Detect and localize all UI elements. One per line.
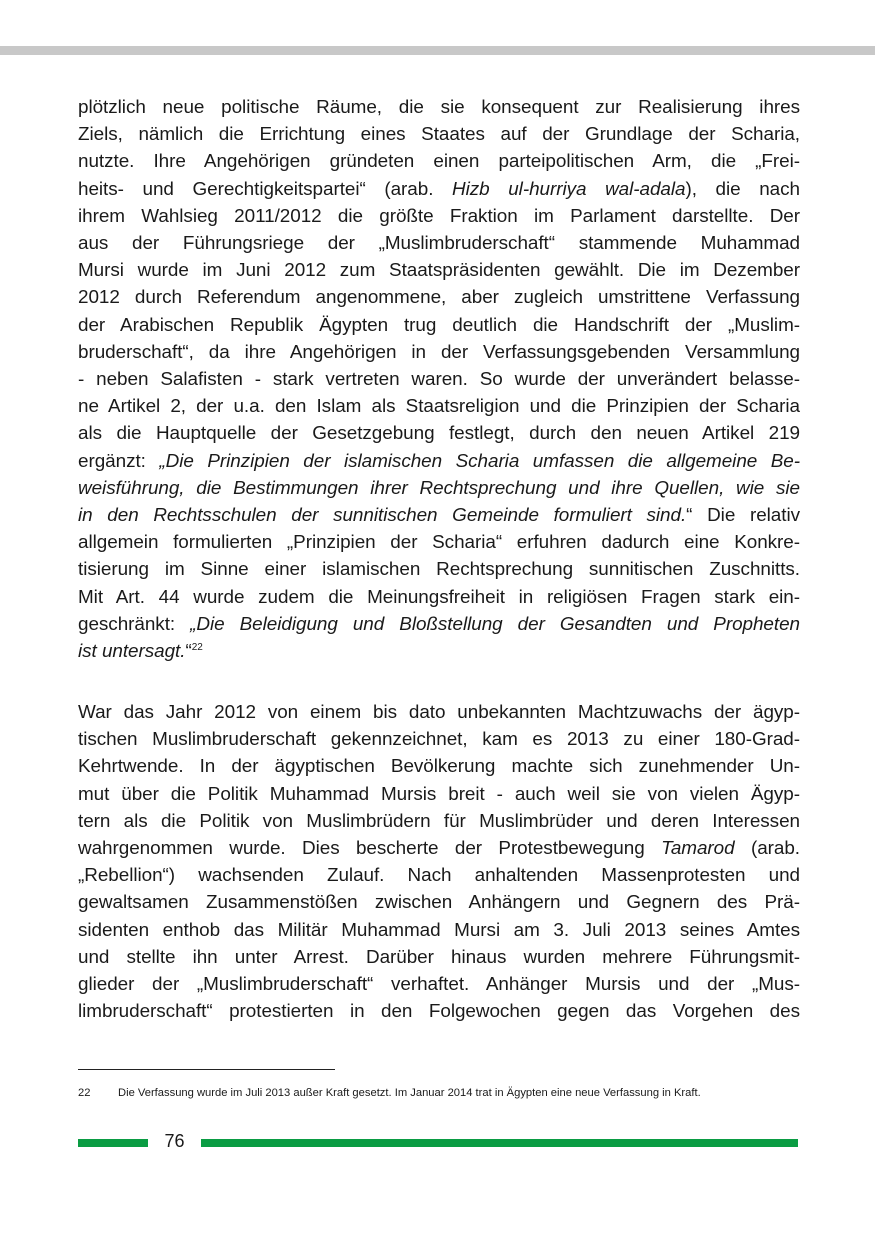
footnote-number: 22 [78, 1087, 91, 1099]
text-segment: “ Die relativ [686, 505, 801, 527]
italic-text: „Die Prinzipien der islamischen Scharia umfassen die allgemeine Be- [159, 450, 800, 472]
text-line: gewaltsamen Zusammenstößen zwischen Anhängern und Gegnern des Prä- [78, 892, 800, 914]
footnote-text: Die Verfassung wurde im Juli 2013 außer Kraft gesetzt. Im Januar 2014 trat in Ägypten eine neue Verfassung in Kraft. [118, 1087, 701, 1099]
text-line: tischen Muslimbruderschaft gekennzeichnet, kam es 2013 zu einer 180-Grad- [78, 729, 800, 751]
text-line: ne Artikel 2, der u.a. den Islam als Staatsreligion und die Prinzipien der Scharia [78, 396, 800, 418]
text-line: War das Jahr 2012 von einem bis dato unbekannten Machtzuwachs der ägyp- [78, 702, 800, 723]
italic-text: Hizb ul-hurriya wal-adala [452, 178, 686, 200]
italic-text: in den Rechtsschulen der sunnitischen Gemeinde formuliert sind. [78, 505, 687, 527]
text-line: limbruderschaft“ protestierten in den Folgewochen gegen das Vorgehen des [78, 1001, 800, 1023]
text-line: und stellte ihn unter Arrest. Darüber hinaus wurden mehrere Führungsmit- [78, 946, 800, 968]
text-line: 2012 durch Referendum angenommene, aber zugleich umstrittene Verfassung [78, 287, 800, 309]
text-line: Kehrtwende. In der ägyptischen Bevölkerung machte sich zunehmender Un- [78, 756, 800, 778]
italic-text: ist untersagt. [78, 641, 186, 663]
text-line: als die Hauptquelle der Gesetzgebung festlegt, durch den neuen Artikel 219 [78, 423, 800, 445]
text-line: ihrem Wahlsieg 2011/2012 die größte Fraktion im Parlament darstellte. Der [78, 205, 800, 227]
text-line: Mursi wurde im Juni 2012 zum Staatspräsidenten gewählt. Die im Dezember [78, 260, 800, 282]
header-bar [0, 46, 875, 55]
paragraph-2 [78, 699, 800, 1025]
text-segment: ergänzt: [78, 450, 160, 472]
text-line: plötzlich neue politische Räume, die sie konsequent zur Realisierung ihres [78, 97, 800, 118]
footnote-divider [78, 1069, 335, 1070]
italic-text: weisführung, die Bestimmungen ihrer Rechtsprechung und ihre Quellen, wie sie [78, 477, 800, 499]
text-line: glieder der „Muslimbruderschaft“ verhaftet. Anhänger Mursis und der „Mus- [78, 974, 800, 996]
text-line [78, 611, 800, 638]
page-number: 76 [164, 1131, 185, 1151]
text-line: aus der Führungsriege der „Muslimbruderschaft“ stammende Muhammad [78, 233, 800, 255]
text-line: bruderschaft“, da ihre Angehörigen in der Verfassungsgebenden Versammlung [78, 341, 800, 363]
italic-text: Tamarod [661, 838, 735, 860]
text-line [78, 475, 800, 502]
text-segment: heits- und Gerechtigkeitspartei“ (arab. [78, 178, 453, 200]
text-line [78, 502, 800, 529]
footnote [78, 1086, 808, 1100]
text-line [78, 448, 800, 475]
text-segment: wahrgenommen wurde. Dies bescherte der Protestbewegung [78, 838, 662, 860]
page-rule-left [78, 1139, 148, 1147]
page-rule-right [201, 1139, 798, 1147]
text-line [78, 835, 800, 862]
text-line [78, 176, 800, 203]
text-line: tern als die Politik von Muslimbrüdern für Muslimbrüder und deren Interessen [78, 810, 800, 832]
text-line: Mit Art. 44 wurde zudem die Meinungsfreiheit in religiösen Fragen stark ein- [78, 586, 800, 608]
text-line: der Arabischen Republik Ägypten trug deutlich die Handschrift der „Muslim- [78, 314, 800, 336]
text-line: sidenten enthob das Militär Muhammad Mursi am 3. Juli 2013 seines Amtes [78, 919, 800, 941]
text-segment: (arab. [734, 838, 801, 860]
paragraph-1 [78, 94, 800, 665]
text-line: allgemein formulierten „Prinzipien der Scharia“ erfuhren dadurch eine Konkre- [78, 532, 800, 554]
text-line: „Rebellion“) wachsenden Zulauf. Nach anhaltenden Massenprotesten und [78, 865, 800, 887]
text-line: tisierung im Sinne einer islamischen Rechtsprechung sunnitischen Zuschnitts. [78, 559, 800, 581]
text-line: - neben Salafisten - stark vertreten waren. So wurde der unverändert belasse- [78, 369, 800, 391]
text-segment: ), die nach [685, 178, 800, 200]
text-segment: geschränkt: [78, 613, 191, 635]
text-line: mut über die Politik Muhammad Mursis breit - auch weil sie von vielen Ägyp- [78, 783, 800, 805]
text-line: Ziels, nämlich die Errichtung eines Staates auf der Grundlage der Scharia, [78, 124, 800, 146]
italic-text: „Die Beleidigung und Bloßstellung der Gesandten und Propheten [190, 613, 801, 635]
footnote-reference: 22 [191, 642, 203, 654]
text-line [78, 638, 800, 665]
text-line: nutzte. Ihre Angehörigen gründeten einen parteipolitischen Arm, die „Frei- [78, 151, 800, 173]
text-segment: “ [185, 641, 192, 663]
